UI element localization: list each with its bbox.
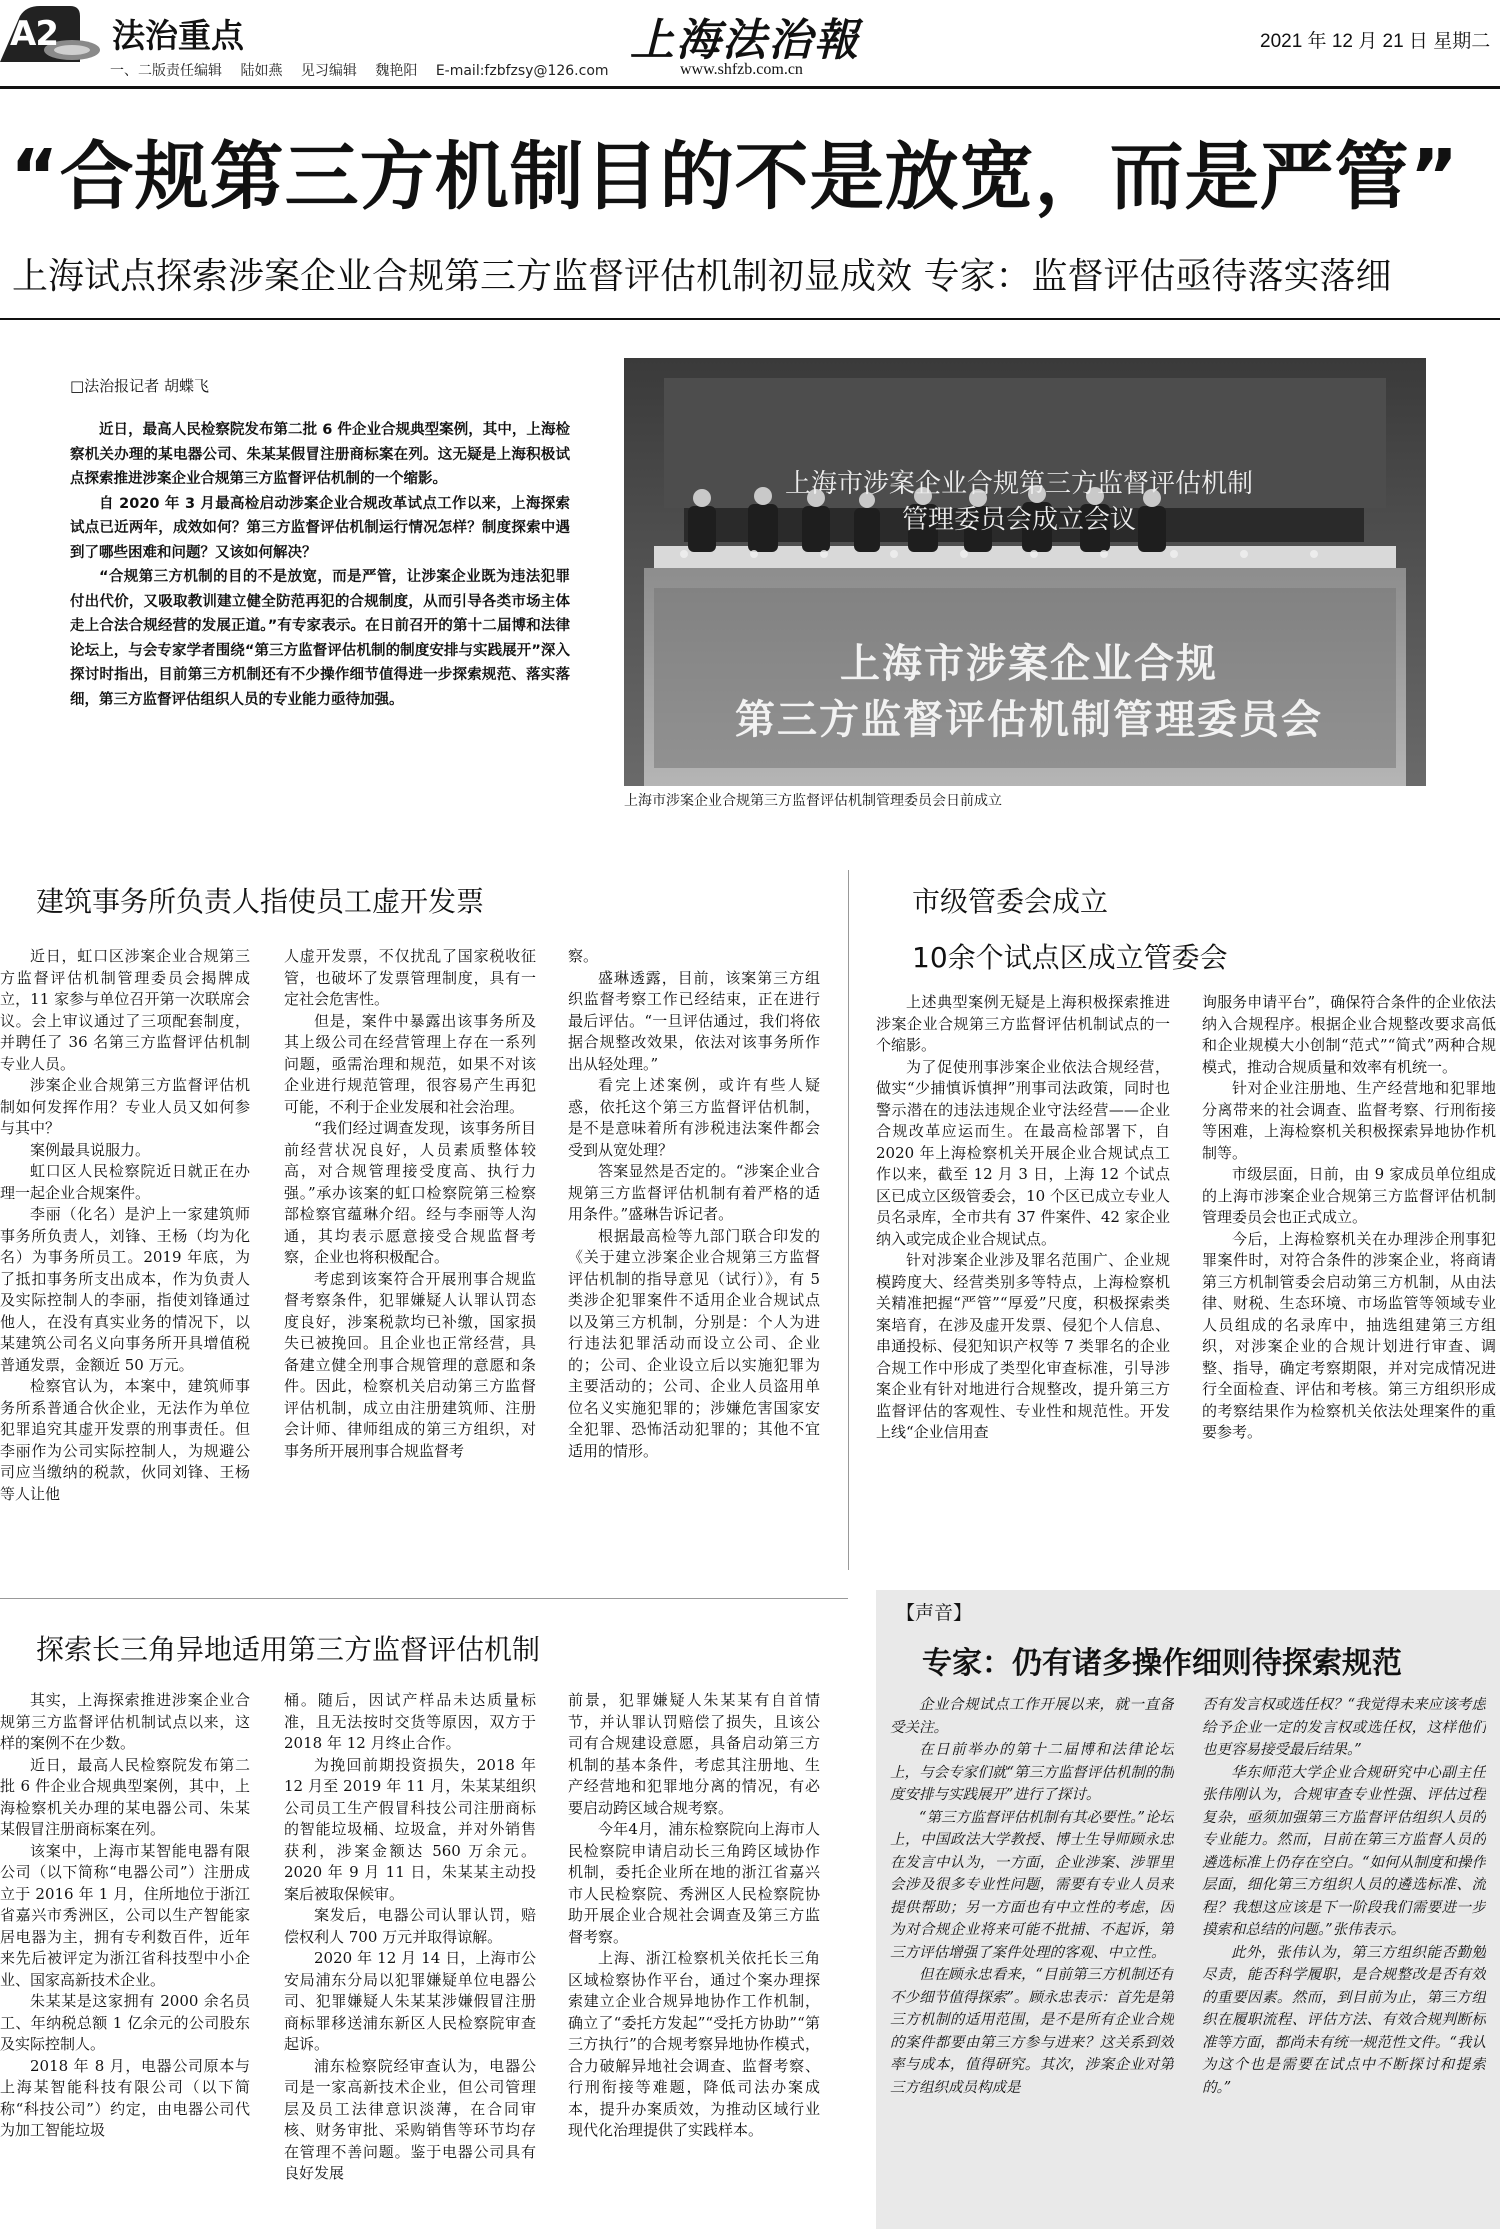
article-paragraph: 针对企业注册地、生产经营地和犯罪地分离带来的社会调查、监督考察、行刑衔接等困难，上海检察机关积极探索异地协作机制等。 [1202,1079,1496,1162]
editor-role-2: 见习编辑 [300,63,357,79]
article-paragraph: 桶。随后，因试产样品未达质量标准，且无法按时交货等原因，双方于 2018 年 12 月终止合作。 [284,1691,536,1752]
article2-title-line1: 市级管委会成立 [912,885,1109,918]
voice-tag: 【声音】 [896,1602,973,1624]
article-paragraph: 近日，最高人民检察院发布第二批 6 件企业合规典型案例，其中，上海检察机关办理的某电器公司、朱某某假冒注册商标案在列。 [0,1755,250,1838]
article1-title: 建筑事务所负责人指使员工虚开发票 [36,885,485,918]
article-paragraph: 询服务申请平台”，确保符合条件的企业依法纳入合规程序。根据企业合规整改要求高低和企业规模大小创制“范式”“简式”两种合规模式，推动合规质量和效率有机统一。 [1202,993,1496,1076]
editors-line [110,60,623,80]
article-paragraph: 该案中，上海市某智能电器有限公司（以下简称“电器公司”）注册成立于 2016 年 1 月，住所地位于浙江省嘉兴市秀洲区，公司以生产智能家居电器为主，拥有专利数百件，近年来先后被评定为浙江省科技型中小企业、国家高新技术企业。 [0,1841,250,1989]
article-paragraph: 2020 年 12 月 14 日，上海市公安局浦东分局以犯罪嫌疑单位电器公司、犯罪嫌疑人朱某某涉嫌假冒注册商标罪移送浦东新区人民检察院审查起诉。 [284,1949,536,2053]
lead-paragraph: 近日，最高人民检察院发布第二批 6 件企业合规典型案例，其中，上海检察机关办理的某电器公司、朱某某假冒注册商标案在列。这无疑是上海积极试点探索推进涉案企业合规第三方监督评估机制的一个缩影。 [70,422,570,487]
voice-paragraph: 在日前举办的第十二届博和法律论坛上，与会专家们就“第三方监督评估机制的制度安排与实践展开”进行了探讨。 [890,1742,1174,1803]
voice-paragraph: 企业合规试点工作开展以来，就一直备受关注。 [890,1697,1174,1736]
article-paragraph: 考虑到该案符合开展刑事合规监督考察条件，犯罪嫌疑人认罪认罚态度良好，涉案税款均已补缴，国家损失已被挽回。且企业也正常经营，具备建立健全刑事合规管理的意愿和条件。因此，检察机关启动第三方监督评估机制，成立由注册建筑师、注册会计师、律师组成的第三方组织，对事务所开展刑事合规监督考 [284,1269,536,1460]
article2-title-line2: 10余个试点区成立管委会 [912,941,1228,974]
article-paragraph: 2018 年 8 月，电器公司原本与上海某智能科技有限公司（以下简称“科技公司”）约定，由电器公司代为加工智能垃圾 [0,2056,250,2139]
voice-col2 [1202,1694,1486,2224]
masthead [0,0,1500,86]
article3-col3 [568,1690,820,2229]
page-badge [0,6,102,62]
headline-rule [0,318,1500,320]
article-paragraph: 察。 [568,947,599,965]
article-paragraph: 但是，案件中暴露出该事务所及其上级公司在经营管理上存在一系列问题，亟需治理和规范，如果不对该企业进行规范管理，很容易产生再犯可能，不利于企业发展和社会治理。 [284,1011,536,1116]
lead-paragraph: “合规第三方机制的目的不是放宽，而是严管，让涉案企业既为违法犯罪付出代价，又吸取教训建立健全防范再犯的合规制度，从而引导各类市场主体走上合法合规经营的发展正道。”有专家表示。在日前召开的第十二届博和法律论坛上，与会专家学者围绕“第三方监督评估机制的制度安排与实践展开”深入探讨时指出，目前第三方机制还有不少操作细节值得进一步探索规范、落实落细，第三方监督评估组织人员的专业能力亟待加强。 [70,569,570,708]
voice-title: 专家：仍有诸多操作细则待探索规范 [922,1646,1402,1681]
voice-col1 [890,1694,1174,2224]
article-paragraph: 涉案企业合规第三方监督评估机制如何发挥作用？专业人员又如何参与其中？ [0,1076,250,1137]
article-paragraph: 根据最高检等九部门联合印发的《关于建立涉案企业合规第三方监督评估机制的指导意见（试行）》，有 5 类涉企犯罪案件不适用企业合规试点以及第三方机制，分别是：个人为进行违法犯罪活动而设立公司、企业的；公司、企业设立后以实施犯罪为主要活动的；公司、企业人员盗用单位名义实施犯罪的；涉嫌危害国家安全犯罪、恐怖活动犯罪的；其他不宜适用的情形。 [568,1226,820,1460]
article-paragraph: “我们经过调查发现，该事务所目前经营状况良好，人员素质整体较高，对合规管理接受度高、执行力强。”承办该案的虹口检察院第三检察部检察官蕴琳介绍。经与李丽等人沟通，其均表示愿意接受合规监督考察，企业也将积极配合。 [284,1119,536,1266]
main-headline: “合规第三方机制目的不是放宽，而是严管” [10,134,1460,220]
voice-paragraph: 但在顾永忠看来，“目前第三方机制还有不少细节值得探索”。顾永忠表示：首先是第三方机制的适用范围，是不是所有企业合规的案件都要由第三方参与进来？这关系到效率与成本，值得研究。其次，涉案企业对第三方组织成员构成是 [890,1967,1174,2096]
lead-paragraphs [70,418,570,712]
photo-banner-top-line1: 上海市涉案企业合规第三方监督评估机制 [784,469,1253,499]
article-paragraph: 上海、浙江检察机关依托长三角区域检察协作平台，通过个案办理探索建立企业合规异地协作工作机制，确立了“委托方发起”“受托方协助”“第三方执行”的合规考察异地协作模式，合力破解异地社会调查、监督考察、行刑衔接等难题，降低司法办案成本，提升办案质效，为推动区域行业现代化治理提供了实践样本。 [568,1949,820,2139]
photo-banner-main-line2: 第三方监督评估机制管理委员会 [735,697,1323,743]
article-paragraph: 为挽回前期投资损失，2018 年 12 月至 2019 年 11 月，朱某某组织公司员工生产假冒科技公司注册商标的智能垃圾桶、垃圾盒，并对外销售获利，涉案金额达 560 万余元。2020 年 9 月 11 日，朱某某主动投案后被取保候审。 [284,1755,536,1903]
article1-col2 [284,946,536,1571]
article3-col2 [284,1690,536,2229]
editor-name-2: 魏艳阳 [375,63,418,79]
page-number: A2 [10,14,58,54]
masthead-rule [0,86,1500,89]
article-paragraph: 案发后，电器公司认罪认罚，赔偿权利人 700 万元并取得谅解。 [284,1906,536,1946]
article-paragraph: 针对涉案企业涉及罪名范围广、企业规模跨度大、经营类别多等特点，上海检察机关精准把握“严管”“厚爱”尺度，积极探索类案培育，在涉及虚开发票、侵犯个人信息、串通投标、侵犯知识产权等 7 类罪名的企业合规工作中形成了类型化审查标准，引导涉案企业有针对地进行合规整改，提升第三方监督评估的客观性、专业性和规范性。开发上线“企业信用查 [876,1251,1170,1441]
editor-name-1: 陆如燕 [240,63,283,79]
byline: □法治报记者 胡蝶飞 [70,377,209,395]
article-paragraph: 盛琳透露，目前，该案第三方组织监督考察工作已经结束，正在进行最后评估。“一旦评估通过，我们将依据合规整改效果，依法对该事务所作出从轻处理。” [568,968,820,1073]
newspaper-url[interactable]: www.shfzb.com.cn [680,61,803,78]
voice-paragraph: “第三方监督评估机制有其必要性。”论坛上，中国政法大学教授、博士生导师顾永忠在发言中认为，一方面，企业涉案、涉罪里会涉及很多专业性问题，需要有专业人员来提供帮助；另一方面也有中立性的考虑，因为对合规企业将来可能不批捕、不起诉，第三方评估增强了案件处理的客观、中立性。 [890,1809,1174,1961]
article-paragraph: 李丽（化名）是沪上一家建筑师事务所负责人，刘锋、王杨（均为化名）为事务所员工。2019 年底，为了抵扣事务所支出成本，作为负责人及实际控制人的李丽，指使刘锋通过他人，在没有真实业务的情况下，以某建筑公司名义向事务所开具增值税普通发票，金额近 50 万元。 [0,1205,250,1374]
article-paragraph: 看完上述案例，或许有些人疑惑，依托这个第三方监督评估机制，是不是意味着所有涉税违法案件都会受到从宽处理？ [568,1076,820,1159]
article1-col1 [0,946,250,1571]
article-paragraph: 前景，犯罪嫌疑人朱某某有自首情节，并认罪认罚赔偿了损失，且该公司有合规建设意愿，具备启动第三方机制的基本条件，考虑其注册地、生产经营地和犯罪地分离的情况，有必要启动跨区域合规考察。 [568,1691,820,1817]
photo-banner-main [684,636,1374,748]
article2-col1 [876,992,1170,1570]
article-paragraph: 人虚开发票，不仅扰乱了国家税收征管，也破坏了发票管理制度，具有一定社会危害性。 [284,947,536,1008]
photo-banner-main-line1: 上海市涉案企业合规 [840,641,1218,687]
issue-date: 2021 年 12 月 21 日 星期二 [1260,31,1491,52]
article1-col3 [568,946,820,1571]
editor-role-1: 一、二版责任编辑 [110,63,222,79]
article-paragraph: 虹口区人民检察院近日就正在办理一起企业合规案件。 [0,1162,250,1202]
article-paragraph: 浦东检察院经审查认为，电器公司是一家高新技术企业，但公司管理层及员工法律意识淡薄，在合同审核、财务审批、采购销售等环节均存在管理不善问题。鉴于电器公司具有良好发展 [284,2056,536,2182]
article-paragraph: 检察官认为，本案中，建筑师事务所系普通合伙企业，无法作为单位犯罪追究其虚开发票的刑事责任。但李丽作为公司实际控制人，为规避公司应当缴纳的税款，伙同刘锋、王杨等人让他 [0,1377,250,1503]
article-paragraph: 答案显然是否定的。“涉案企业合规第三方监督评估机制有着严格的适用条件。”盛琳告诉记者。 [568,1162,820,1223]
section-divider [0,1598,848,1599]
column-divider [848,870,849,1570]
article-paragraph: 今年4月，浦东检察院向上海市人民检察院申请启动长三角跨区域协作机制，委托企业所在地的浙江省嘉兴市人民检察院、秀洲区人民检察院协助开展企业合规社会调查及第三方监督考察。 [568,1820,820,1946]
photo-caption: 上海市涉案企业合规第三方监督评估机制管理委员会日前成立 [624,793,1002,809]
section-title: 法治重点 [112,16,244,55]
voice-paragraph: 华东师范大学企业合规研究中心副主任张伟刚认为，合规审查专业性强、评估过程复杂，亟须加强第三方监督评估组织人员的专业能力。然而，目前在第三方监督人员的遴选标准上仍存在空白。“如何从制度和操作层面，细化第三方组织人员的遴选标准、流程？我想这应该是下一阶段我们需要进一步摸索和总结的问题。”张伟表示。 [1202,1764,1486,1938]
photo-banner-top-line2: 管理委员会成立会议 [901,505,1136,535]
article2-col2 [1202,992,1496,1570]
lead-paragraph: 自 2020 年 3 月最高检启动涉案企业合规改革试点工作以来，上海探索试点已近两年，成效如何？第三方监督评估机制运行情况怎样？制度探索中遇到了哪些困难和问题？又该如何解决？ [70,495,570,561]
article3-col1 [0,1690,250,2229]
article-paragraph: 近日，虹口区涉案企业合规第三方监督评估机制管理委员会揭牌成立，11 家参与单位召开第一次联席会议。会上审议通过了三项配套制度，并聘任了 36 名第三方监督评估机制专业人员。 [0,947,250,1073]
article-paragraph: 上述典型案例无疑是上海积极探索推进涉案企业合规第三方监督评估机制试点的一个缩影。 [876,993,1170,1054]
article-paragraph: 案例最具说服力。 [30,1140,151,1159]
voice-paragraph: 此外，张伟认为，第三方组织能否勤勉尽责，能否科学履职，是合规整改是否有效的重要因素。然而，到目前为止，第三方组织在履职流程、评估方法、有效合规判断标准等方面，都尚未有统一规范性文件。“我认为这个也是需要在试点中不断探讨和提索的。” [1202,1944,1486,2096]
sub-headline: 上海试点探索涉案企业合规第三方监督评估机制初显成效 专家：监督评估亟待落实落细 [12,256,1392,297]
article-paragraph: 朱某某是这家拥有 2000 余名员工、年纳税总额 1 亿余元的公司股东及实际控制人。 [0,1992,250,2053]
photo-banner-top [719,466,1319,538]
news-photo [624,358,1426,786]
article-paragraph: 今后，上海检察机关在办理涉企刑事犯罪案件时，对符合条件的涉案企业，将商请第三方机制管委会启动第三方机制，从由法律、财税、生态环境、市场监管等领域专业人员组成的名录库中，抽选组建第三方组织，对涉案企业的合规计划进行审查、调整、指导，确定考察期限，并对完成情况进行全面检查、评估和考核。第三方组织形成的考察结果作为检察机关依法处理案件的重要参考。 [1202,1229,1496,1441]
article-paragraph: 为了促使刑事涉案企业依法合规经营，做实“少捕慎诉慎押”刑事司法政策，同时也警示潜在的违法违规企业守法经营——企业合规改革应运而生。在最高检部署下，自 2020 年上海检察机关开展企业合规试点工作以来，截至 12 月 3 日，上海 12 个试点区已成立区级管委会，10 个区已成立专业人员名录库，全市共有 37 件案件、42 家企业纳入或完成企业合规试点。 [876,1057,1170,1248]
newspaper-logo: 上海法治報 [630,15,860,66]
article-paragraph: 市级层面，日前，由 9 家成员单位组成的上海市涉案企业合规第三方监督评估机制管理委员会也正式成立。 [1202,1165,1496,1226]
article3-title: 探索长三角异地适用第三方监督评估机制 [36,1633,541,1666]
article-paragraph: 其实，上海探索推进涉案企业合规第三方监督评估机制试点以来，这样的案例不在少数。 [0,1691,250,1752]
voice-paragraph: 否有发言权或选任权？“我觉得未来应该考虑给予企业一定的发言权或选任权，这样他们也更容易接受最后结果。” [1202,1697,1486,1758]
editor-email: E-mail:fzbfzsy@126.com [435,63,609,79]
